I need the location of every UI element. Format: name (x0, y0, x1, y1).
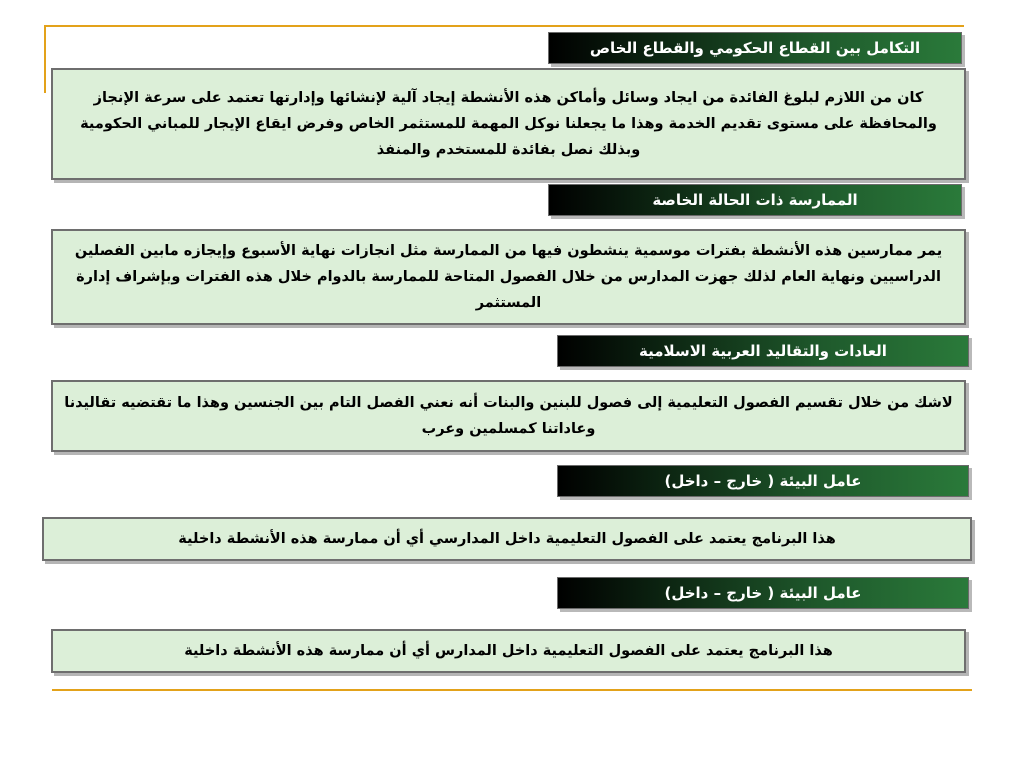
section-heading-environment-1: عامل البيئة ( خارج – داخل) (557, 465, 969, 497)
section-body-environment-2 (51, 629, 966, 673)
section-body-text: لاشك من خلال تقسيم الفصول التعليمية إلى فصول للبنين والبنات أنه نعني الفصل التام بين الجنسين وهذا ما تقتضيه تقاليدنا وعاداتنا كمسلمين وعرب (64, 395, 953, 437)
bottom-rule (52, 689, 972, 691)
section-body-environment-1 (42, 517, 972, 561)
section-body-special-practice (51, 229, 966, 325)
section-body-text: كان من اللازم لبلوغ الفائدة من ايجاد وسائل وأماكن هذه الأنشطة إيجاد آلية لإنشائها وإدارتها تعتمد على سرعة الإنجاز والمحافظة على مستوى تقديم الخدمة وهذا ما يجعلنا نوكل المهمة للمستثمر الخاص وفرض ايقاع الإيجار للمباني الحكومية وبذلك نصل بفائدة للمستخدم والمنفذ (80, 90, 937, 158)
top-rule (44, 25, 964, 27)
section-heading-integration: التكامل بين القطاع الحكومي والقطاع الخاص (548, 32, 962, 64)
left-rule (44, 25, 46, 93)
section-body-traditions (51, 380, 966, 452)
section-body-text: هذا البرنامج يعتمد على الفصول التعليمية داخل المدارس أي أن ممارسة هذه الأنشطة داخلية (184, 643, 833, 659)
section-body-text: يمر ممارسين هذه الأنشطة بفترات موسمية ينشطون فيها من الممارسة مثل انجازات نهاية الأسبوع وإيجازه مابين الفصلين الدراسيين ونهاية العام لذلك جهزت المدارس من خلال الفصول المتاحة للممارسة بالدوام خلال هذه الفترات وبإشراف إدارة المستثمر (74, 243, 943, 311)
section-body-text: هذا البرنامج يعتمد على الفصول التعليمية داخل المدارسي أي أن ممارسة هذه الأنشطة داخلية (178, 531, 836, 547)
section-heading-environment-2: عامل البيئة ( خارج – داخل) (557, 577, 969, 609)
section-heading-traditions: العادات والتقاليد العربية الاسلامية (557, 335, 969, 367)
section-heading-special-practice: الممارسة ذات الحالة الخاصة (548, 184, 962, 216)
section-body-integration (51, 68, 966, 180)
